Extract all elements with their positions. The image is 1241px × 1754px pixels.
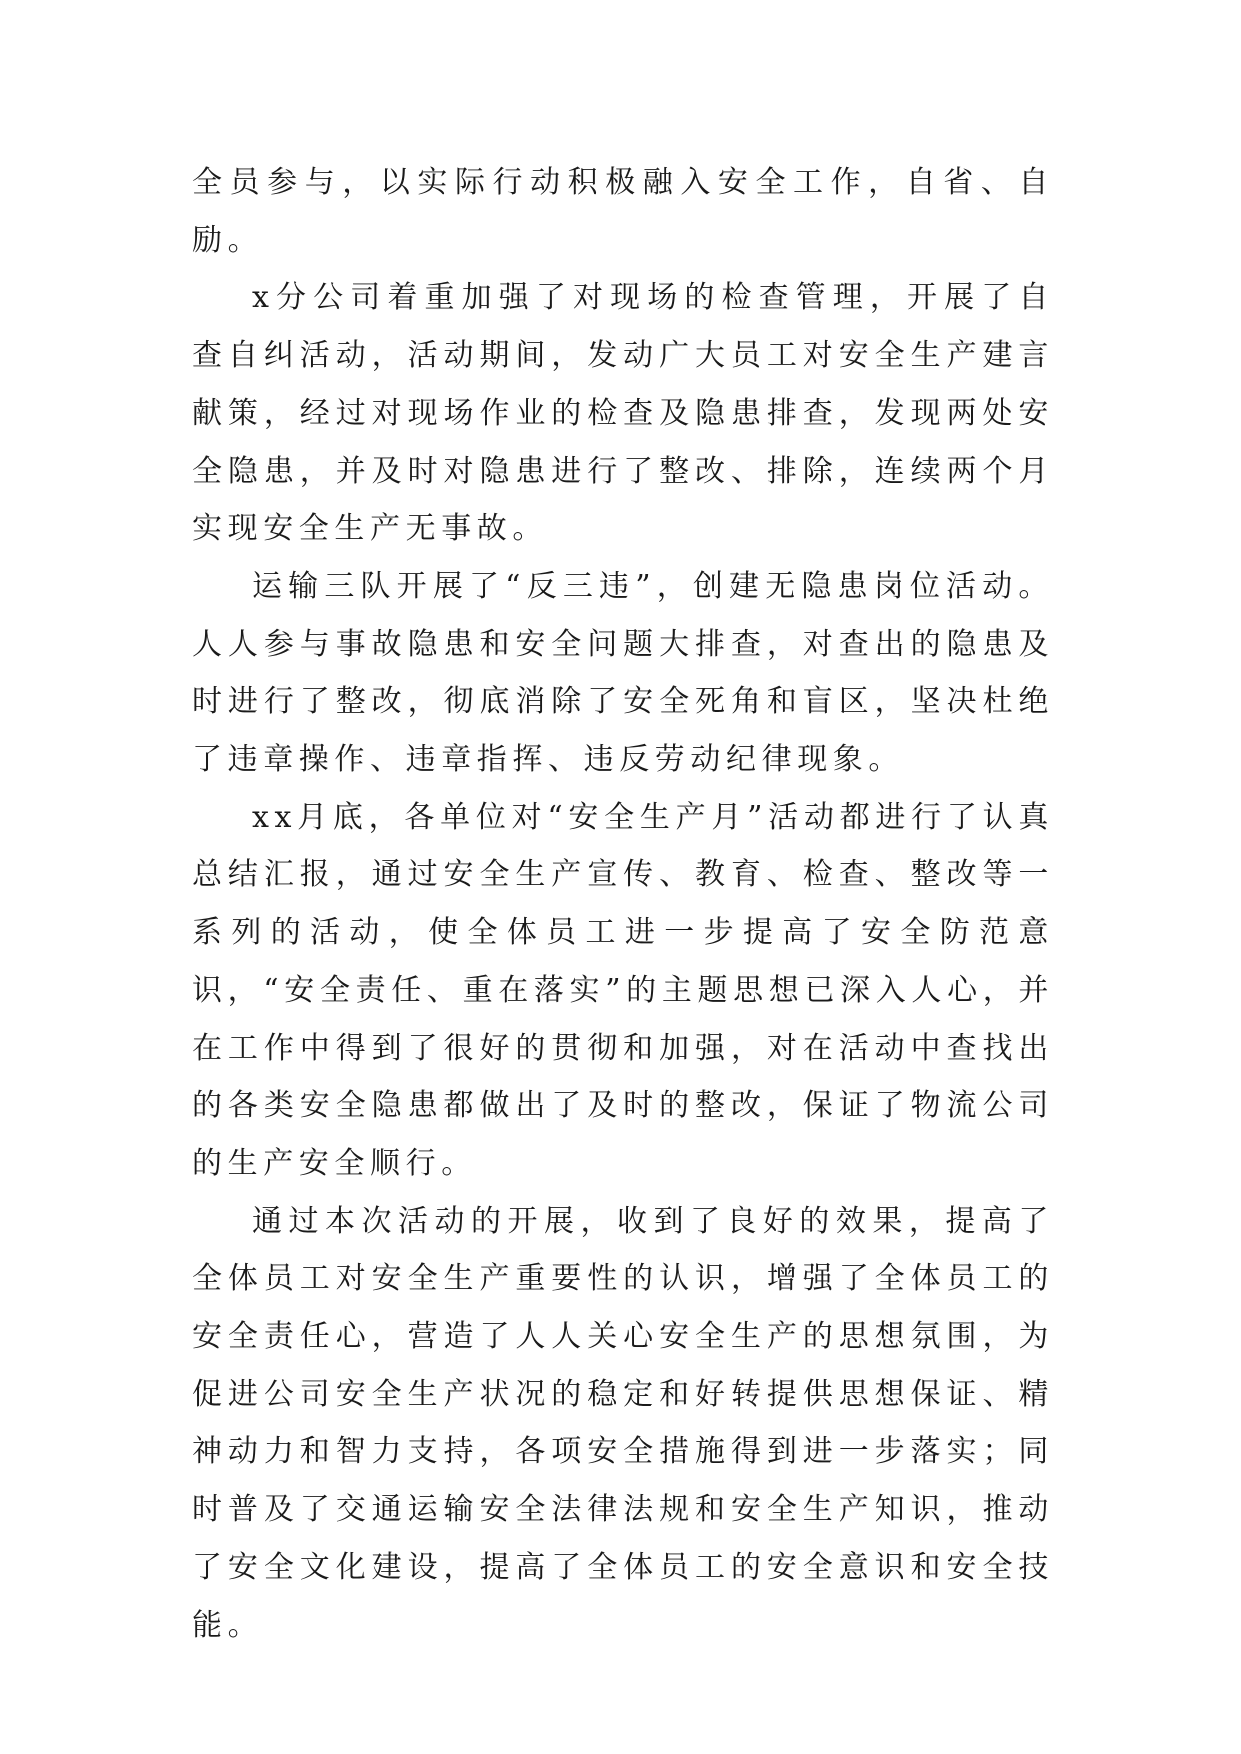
paragraph-transport-team: 运输三队开展了“反三违”，创建无隐患岗位活动。人人参与事故隐患和安全问题大排查，对查出的隐患及时进行了整改，彻底消除了安全死角和盲区，坚决杜绝了违章操作、违章指挥、违反劳动纪律现象。 xyxy=(192,568,1054,778)
paragraph-activity-results: 通过本次活动的开展，收到了良好的效果，提高了全体员工对安全生产重要性的认识，增强了全体员工的安全责任心，营造了人人关心安全生产的思想氛围，为促进公司安全生产状况的稳定和好转提供思想保证、精神动力和智力支持，各项安全措施得到进一步落实；同时普及了交通运输安全法律法规和安全生产知识，推动了安全文化建设，提高了全体员工的安全意识和安全技能。 xyxy=(192,1203,1054,1643)
paragraph-month-summary: xx月底，各单位对“安全生产月”活动都进行了认真总结汇报，通过安全生产宣传、教育、检查、整改等一系列的活动，使全体员工进一步提高了安全防范意识，“安全责任、重在落实”的主题思想已深入人心，并在工作中得到了很好的贯彻和加强，对在活动中查找出的各类安全隐患都做出了及时的整改，保证了物流公司的生产安全顺行。 xyxy=(192,799,1054,1181)
paragraph-continuation: 全员参与，以实际行动积极融入安全工作，自省、自励。 xyxy=(192,165,1054,258)
paragraph-branch-inspection: x分公司着重加强了对现场的检查管理，开展了自查自纠活动，活动期间，发动广大员工对安全生产建言献策，经过对现场作业的检查及隐患排查，发现两处安全隐患，并及时对隐患进行了整改、排除，连续两个月实现安全生产无事故。 xyxy=(192,280,1054,547)
document-body xyxy=(192,154,1054,1654)
